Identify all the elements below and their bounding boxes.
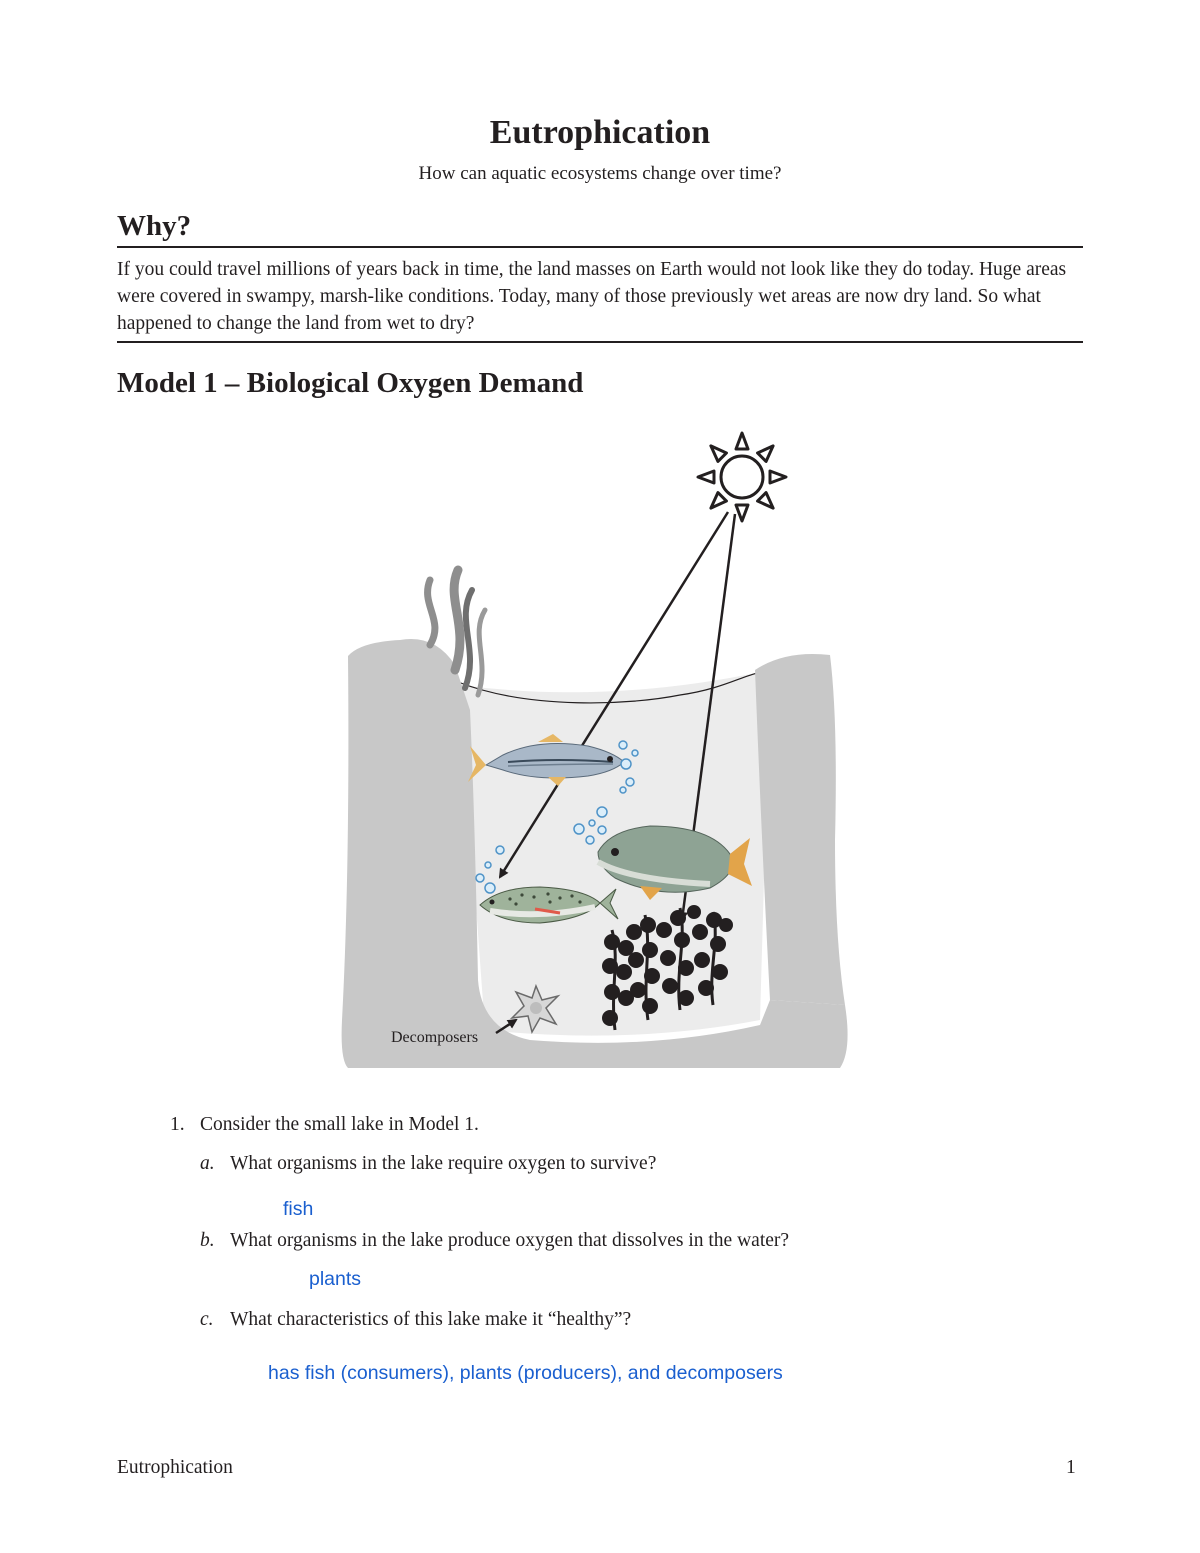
question-text: What organisms in the lake produce oxygen that dissolves in the water? — [230, 1230, 790, 1251]
page-subtitle: How can aquatic ecosystems change over time? — [418, 163, 782, 184]
question-text: What characteristics of this lake make it “healthy”? — [230, 1309, 632, 1330]
why-top-rule — [117, 246, 1083, 248]
page-title: Eutrophication — [489, 114, 711, 151]
question-1 — [170, 1114, 479, 1136]
shore-weed — [428, 580, 435, 645]
question-text: Consider the small lake in Model 1. — [200, 1114, 479, 1135]
shore-weed — [478, 610, 485, 695]
lake-diagram — [330, 420, 870, 1085]
question-letter: a. — [200, 1153, 215, 1174]
question-1c — [200, 1309, 631, 1331]
why-paragraph: If you could travel millions of years back in time, the land masses on Earth would not look like they do today. Huge areas were covered in swampy, marsh-like conditions. Today, many of those previously wet areas are now dry land. So what happened to change the land from wet to dry? — [117, 259, 1067, 334]
right-rock-wall — [755, 654, 845, 1005]
question-text: What organisms in the lake require oxygen to survive? — [230, 1153, 657, 1174]
question-1b — [200, 1230, 789, 1252]
answer-1c: has fish (consumers), plants (producers), and decomposers — [268, 1362, 783, 1384]
sun-icon — [698, 433, 786, 521]
shore-weed — [454, 570, 460, 670]
answer-1a: fish — [283, 1198, 314, 1220]
question-letter: c. — [200, 1309, 214, 1330]
decomposers-label: Decomposers — [391, 1029, 479, 1046]
answer-1b: plants — [309, 1268, 362, 1290]
footer-title: Eutrophication — [117, 1457, 233, 1478]
question-1a — [200, 1153, 656, 1175]
question-number: 1. — [170, 1114, 185, 1135]
why-bottom-rule — [117, 341, 1083, 343]
why-heading: Why? — [117, 210, 192, 242]
question-letter: b. — [200, 1230, 215, 1251]
model-heading: Model 1 – Biological Oxygen Demand — [117, 367, 584, 399]
shore-weed — [465, 590, 472, 688]
page-number: 1 — [1066, 1457, 1076, 1478]
